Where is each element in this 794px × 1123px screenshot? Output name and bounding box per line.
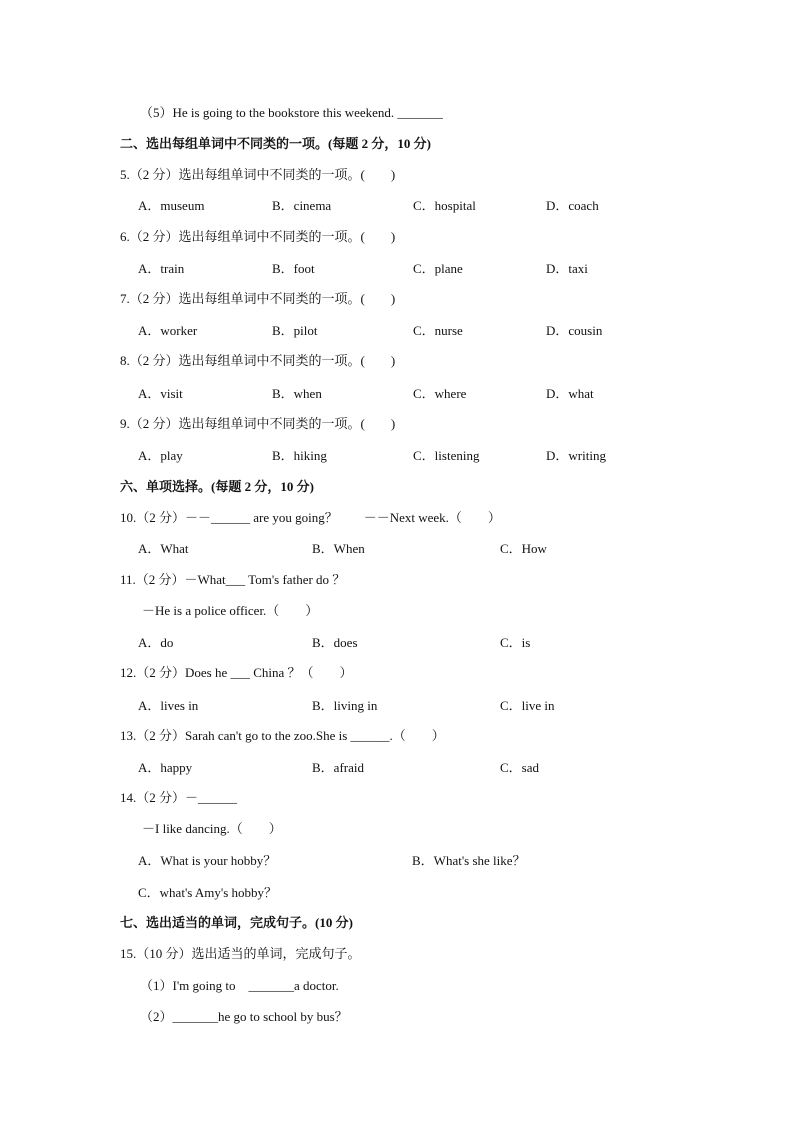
question-11-answer-line: －He is a police officer.（ ） xyxy=(142,603,319,618)
question-7-stem: 7.（2 分）选出每组单词中不同类的一项。( ) xyxy=(120,291,396,306)
q14-option-b: B．What's she like？ xyxy=(412,853,526,868)
question-14-stem: 14.（2 分）－______ xyxy=(120,790,238,805)
q9-option-c: C．listening xyxy=(413,448,480,463)
question-6-stem: 6.（2 分）选出每组单词中不同类的一项。( ) xyxy=(120,229,396,244)
q14-option-c: C．what's Amy's hobby？ xyxy=(138,885,278,900)
q5-option-a: A．museum xyxy=(138,198,205,213)
q12-option-a: A．lives in xyxy=(138,698,199,713)
section-heading-7: 七、选出适当的单词，完成句子。(10 分) xyxy=(120,915,353,930)
question-12-stem: 12.（2 分）Does he ___ China ？（ ） xyxy=(120,665,353,680)
q10-option-a: A．What xyxy=(138,541,189,556)
question-13-stem: 13.（2 分）Sarah can't go to the zoo.She is ______.（ ） xyxy=(120,728,445,743)
question-8-stem: 8.（2 分）选出每组单词中不同类的一项。( ) xyxy=(120,353,396,368)
q8-option-a: A．visit xyxy=(138,386,183,401)
question-9-stem: 9.（2 分）选出每组单词中不同类的一项。( ) xyxy=(120,416,396,431)
question-15-stem: 15.（10 分）选出适当的单词，完成句子。 xyxy=(120,946,361,961)
q11-option-a: A．do xyxy=(138,635,174,650)
question-11-stem: 11.（2 分）－What___ Tom's father do ？ xyxy=(120,572,346,587)
q5-option-b: B．cinema xyxy=(272,198,332,213)
question-10-stem: 10.（2 分）－－______ are you going？ －－Next week.（ ） xyxy=(120,510,501,525)
q13-option-a: A．happy xyxy=(138,760,193,775)
q10-option-c: C．How xyxy=(500,541,547,556)
q6-option-d: D．taxi xyxy=(546,261,588,276)
q7-option-d: D．cousin xyxy=(546,323,603,338)
q7-option-b: B．pilot xyxy=(272,323,318,338)
q9-option-a: A．play xyxy=(138,448,183,463)
q13-option-b: B．afraid xyxy=(312,760,364,775)
q11-option-b: B．does xyxy=(312,635,358,650)
q6-option-c: C．plane xyxy=(413,261,463,276)
section-heading-6: 六、单项选择。(每题 2 分，10 分) xyxy=(120,479,314,494)
q12-option-c: C．live in xyxy=(500,698,555,713)
q8-option-d: D．what xyxy=(546,386,594,401)
q11-option-c: C．is xyxy=(500,635,531,650)
q5-option-d: D．coach xyxy=(546,198,599,213)
question-5-stem: 5.（2 分）选出每组单词中不同类的一项。( ) xyxy=(120,167,396,182)
question-14-answer-line: －I like dancing.（ ） xyxy=(142,821,282,836)
q10-option-b: B．When xyxy=(312,541,365,556)
q6-option-b: B．foot xyxy=(272,261,315,276)
q12-option-b: B．living in xyxy=(312,698,378,713)
q7-option-c: C．nurse xyxy=(413,323,463,338)
question-15-item-2: （2）_______he go to school by bus？ xyxy=(140,1009,348,1024)
section-heading-2: 二、选出每组单词中不同类的一项。(每题 2 分，10 分) xyxy=(120,136,431,151)
q9-option-d: D．writing xyxy=(546,448,606,463)
q8-option-b: B．when xyxy=(272,386,322,401)
q8-option-c: C．where xyxy=(413,386,467,401)
question-15-item-1: （1）I'm going to _______a doctor. xyxy=(140,978,339,993)
q7-option-a: A．worker xyxy=(138,323,198,338)
q5-option-c: C．hospital xyxy=(413,198,476,213)
question-item-5-top: （5）He is going to the bookstore this weekend. _______ xyxy=(140,105,443,120)
q9-option-b: B．hiking xyxy=(272,448,327,463)
q13-option-c: C．sad xyxy=(500,760,540,775)
q6-option-a: A．train xyxy=(138,261,185,276)
q14-option-a: A．What is your hobby？ xyxy=(138,853,277,868)
